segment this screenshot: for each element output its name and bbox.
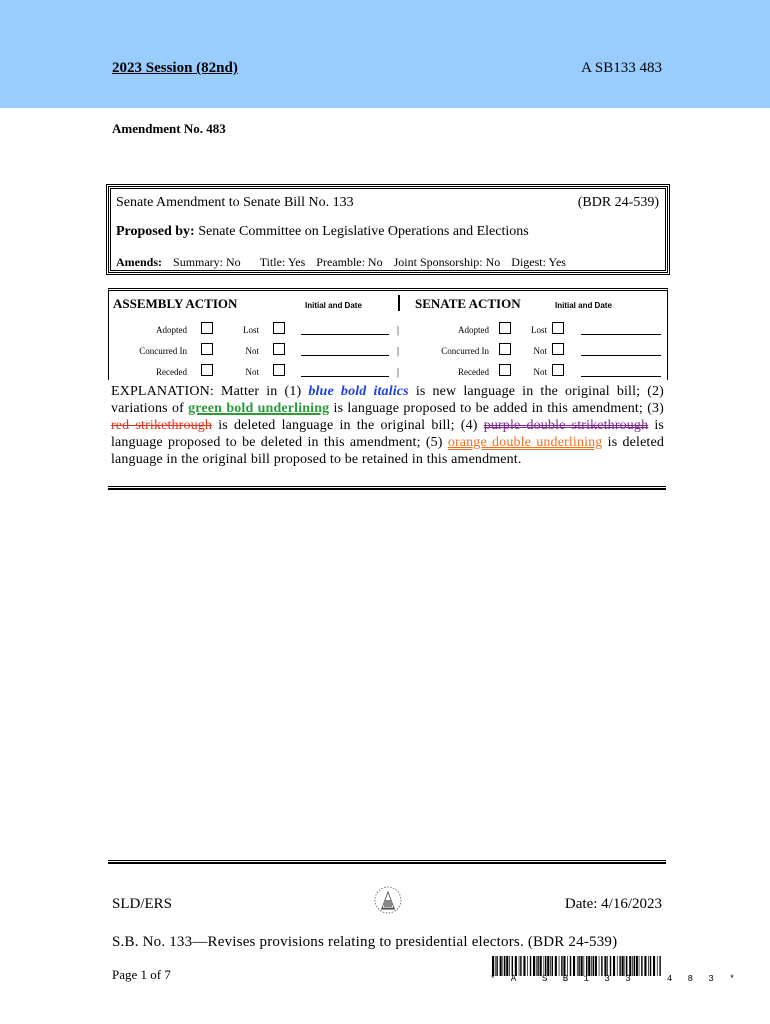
explanation-text: is deleted language in the original bill proposed to be retained in this amendment. [111,435,664,467]
barcode-icon [492,956,662,976]
senate-initial-line [581,355,661,356]
assembly-lost-checkbox[interactable] [273,322,285,334]
amends-joint: Joint Sponsorship: No [393,255,501,269]
assembly-adopted-label: Adopted [156,325,187,335]
amendment-date: Date: 4/16/2023 [564,896,662,912]
action-divider [398,295,400,311]
senate-action-heading: SENATE ACTION [415,296,521,311]
pipe-separator: | [397,325,400,336]
senate-lost-checkbox[interactable] [552,322,564,334]
amends-row [116,255,566,270]
explanation-text: is language proposed to be deleted in this amendment; (5) [111,418,665,450]
amends-label: Amends: [116,255,163,269]
pipe-separator: | [397,346,400,357]
assembly-initial-line [301,376,389,377]
amends-preamble: Preamble: No [316,255,383,269]
red-strikethrough-sample: red strikethrough [111,418,213,433]
amends-summary: Summary: No [173,255,241,269]
assembly-receded-label: Receded [156,367,187,377]
summary-box [108,186,668,273]
senate-concurred-checkbox[interactable] [499,343,511,355]
proposed-by-value: Senate Committee on Legislative Operations and Elections [198,224,529,239]
assembly-initial-line [301,355,389,356]
senate-not-checkbox[interactable] [552,343,564,355]
explanation-text: is language proposed to be added in this amendment; (3) [329,401,664,416]
assembly-action-heading: ASSEMBLY ACTION [113,296,238,311]
assembly-initial-line [301,334,389,335]
pipe-separator: | [397,367,400,378]
footer-rule [108,860,666,864]
session-label: 2023 Session (82nd) [112,60,238,76]
assembly-not-checkbox[interactable] [273,343,285,355]
senate-lost-label: Lost [530,325,547,335]
green-underline-sample: green bold underlining [188,401,330,416]
senate-initial-line [581,376,661,377]
senate-not2-label: Not [533,367,547,377]
senate-concurred-label: Concurred In [441,346,489,356]
bill-id: A SB133 483 [581,60,662,76]
bill-description: S.B. No. 133—Revises provisions relating to presidential electors. (BDR 24-539) [112,934,618,950]
page-number: Page 1 of 7 [112,967,171,982]
assembly-adopted-checkbox[interactable] [201,322,213,334]
orange-double-underline-sample: orange double underlining [447,435,603,450]
header-band [0,0,770,108]
senate-adopted-label: Adopted [458,325,489,335]
senate-not-label: Not [533,346,547,356]
assembly-initial-date: Initial and Date [305,301,362,310]
blue-bold-italics-sample: blue bold italics [308,384,409,399]
amends-title: Title: Yes [259,255,306,269]
proposed-by-label: Proposed by: [116,224,195,239]
proposed-by [116,224,529,240]
assembly-not-label: Not [245,346,259,356]
purple-double-strikethrough-sample: purple double strikethrough [483,418,649,433]
senate-not2-checkbox[interactable] [552,364,564,376]
office-code: SLD/ERS [112,896,173,912]
amends-digest: Digest: Yes [511,255,566,269]
explanation-text: is deleted language in the original bill; (4) [212,418,484,433]
senate-receded-label: Receded [458,367,489,377]
assembly-not2-checkbox[interactable] [273,364,285,376]
senate-adopted-checkbox[interactable] [499,322,511,334]
explanation-text: is new language in the original bill; (2) variations of [111,384,664,416]
assembly-lost-label: Lost [242,325,259,335]
bdr-number: (BDR 24-539) [577,195,659,210]
assembly-concurred-checkbox[interactable] [201,343,213,355]
action-box [108,288,668,380]
assembly-receded-checkbox[interactable] [201,364,213,376]
senate-initial-date: Initial and Date [555,301,612,310]
explanation-paragraph [111,383,664,468]
assembly-not2-label: Not [245,367,259,377]
barcode-text: * A S B 1 3 3 4 8 3 * [490,974,740,984]
explanation-rule [108,486,666,490]
senate-initial-line [581,334,661,335]
senate-receded-checkbox[interactable] [499,364,511,376]
amendment-number: Amendment No. 483 [112,121,226,136]
state-seal-icon [373,884,403,916]
amendment-title: Senate Amendment to Senate Bill No. 133 [116,195,354,210]
explanation-text: EXPLANATION: Matter in (1) [111,384,309,399]
assembly-concurred-label: Concurred In [139,346,187,356]
